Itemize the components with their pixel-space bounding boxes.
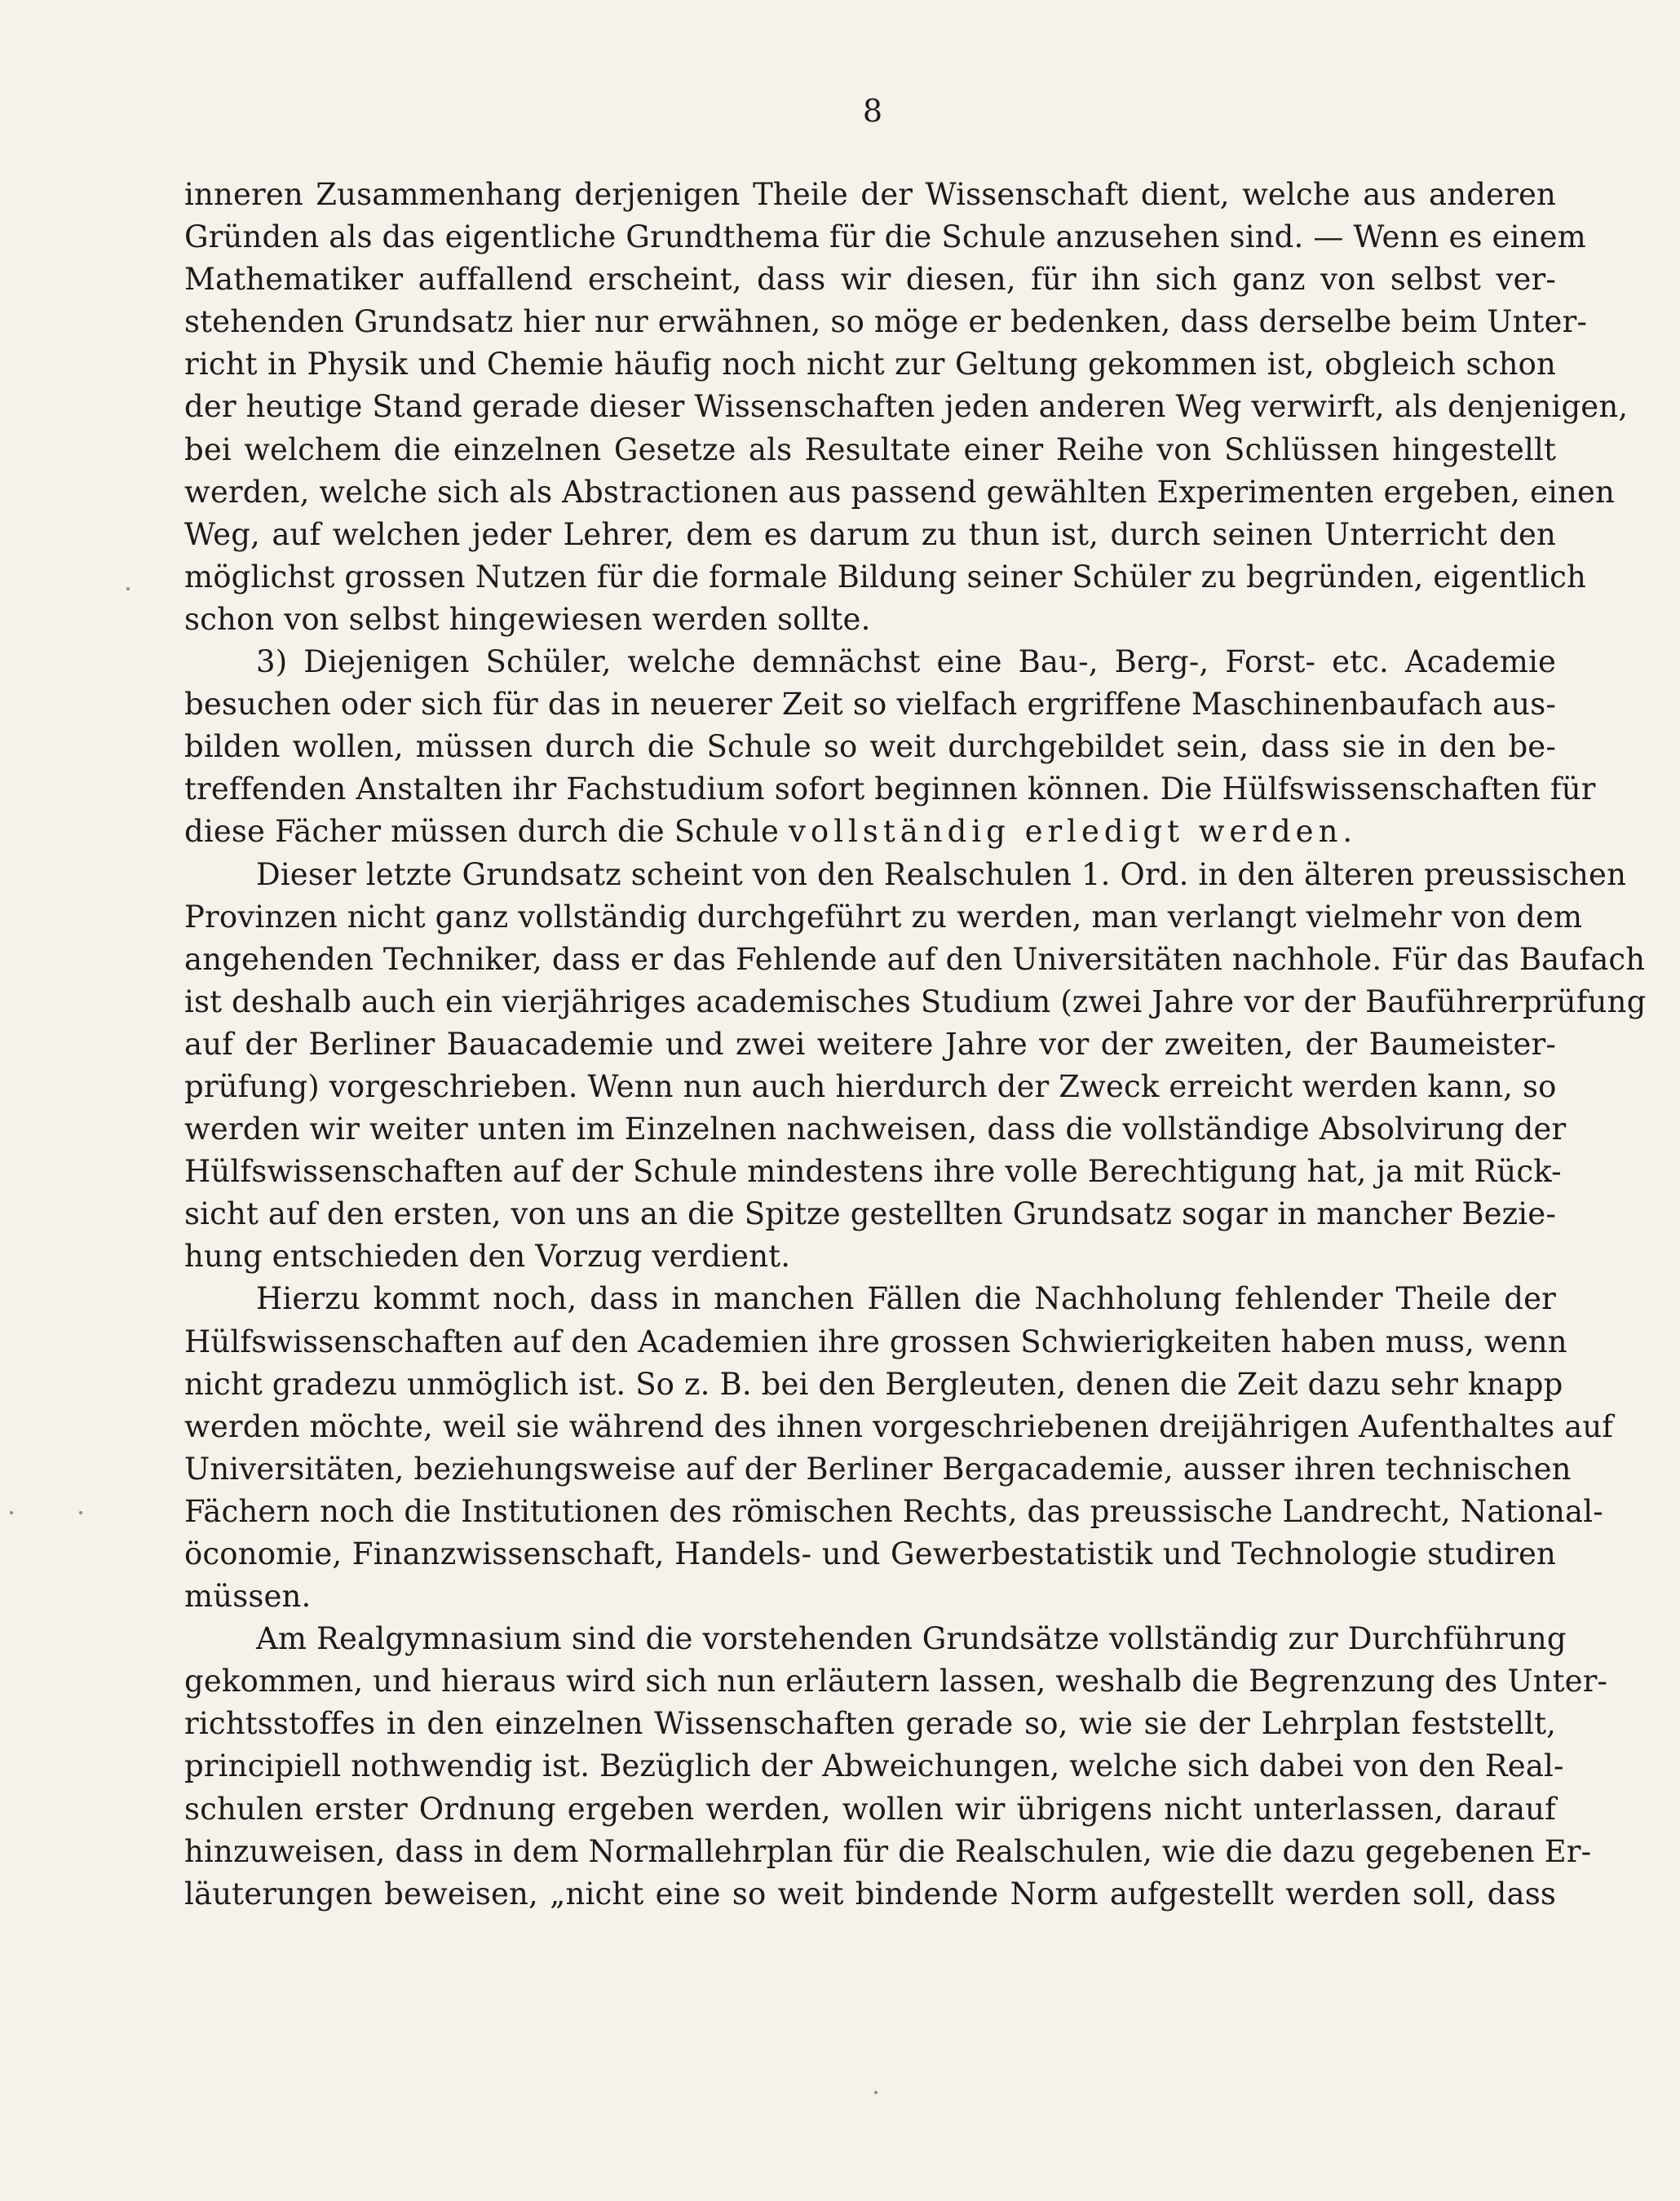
text-line: Dieser letzte Grundsatz scheint von den Realschulen 1. Ord. in den älteren preussischen [256,856,1627,892]
text-line: auf der Berliner Bauacademie und zwei weitere Jahre vor der zweiten, der Baumeister- [184,1026,1556,1062]
text-line: 3) Diejenigen Schüler, welche demnächst eine Bau-, Berg-, Forst- etc. Academie [256,644,1556,680]
text-line: schon von selbst hingewiesen werden sollte. [184,601,871,637]
text-line: müssen. [184,1579,312,1615]
text-line: Am Realgymnasium sind die vorstehenden Grundsätze vollständig zur Durchführung [256,1621,1567,1657]
paper-speck [874,2091,878,2094]
paper-speck [126,587,130,590]
text-line: richt in Physik und Chemie häufig noch nicht zur Geltung gekommen ist, obgleich schon [184,347,1556,382]
text-line: Mathematiker auffallend erscheint, dass wir diesen, für ihn sich ganz von selbst ver- [184,262,1556,298]
text-line-part: diese Fächer müssen durch die Schule [184,814,780,850]
text-line: stehenden Grundsatz hier nur erwähnen, so möge er bedenken, dass derselbe beim Unter- [184,304,1588,340]
text-line: werden wir weiter unten im Einzelnen nachweisen, dass die vollständige Absolvirung der [184,1112,1567,1147]
text-line: schulen erster Ordnung ergeben werden, wollen wir übrigens nicht unterlassen, darauf [184,1791,1556,1827]
text-line: Provinzen nicht ganz vollständig durchgeführt zu werden, man verlangt vielmehr von dem [184,899,1583,935]
text-line [184,811,1556,853]
paper-speck [79,1511,82,1514]
text-line: Hierzu kommt noch, dass in manchen Fällen die Nachholung fehlender Theile der [256,1281,1556,1317]
text-line: werden, welche sich als Abstractionen aus passend gewählten Experimenten ergeben, einen [184,474,1616,510]
text-line: möglichst grossen Nutzen für die formale Bildung seiner Schüler zu begründen, eigentlich [184,559,1586,594]
text-line: hinzuweisen, dass in dem Normallehrplan für die Realschulen, wie die dazu gegebenen Er- [184,1833,1592,1869]
text-line: Hülfswissenschaften auf den Academien ihre grossen Schwierigkeiten haben muss, wenn [184,1324,1567,1359]
text-line: prüfung) vorgeschrieben. Wenn nun auch hierdurch der Zweck erreicht werden kann, so [184,1068,1557,1104]
text-line: Universitäten, beziehungsweise auf der Berliner Bergacademie, ausser ihren technischen [184,1451,1572,1487]
text-line: angehenden Techniker, dass er das Fehlende auf den Universitäten nachhole. Für das Baufach [184,941,1646,977]
text-line: nicht gradezu unmöglich ist. So z. B. bei den Bergleuten, denen die Zeit dazu sehr knapp [184,1366,1563,1402]
text-line: hung entschieden den Vorzug verdient. [184,1239,791,1275]
emphasized-text: vollständig erledigt werden. [789,814,1358,850]
text-line: Gründen als das eigentliche Grundthema für die Schule anzusehen sind. — Wenn es einem [184,219,1586,255]
text-line: Weg, auf welchen jeder Lehrer, dem es darum zu thun ist, durch seinen Unterricht den [184,516,1556,552]
body-text [184,174,1647,1916]
paper-speck [10,1511,13,1514]
text-line: der heutige Stand gerade dieser Wissenschaften jeden anderen Weg verwirft, als denjenigen, [184,389,1629,425]
text-line: Fächern noch die Institutionen des römischen Rechts, das preussische Landrecht, National- [184,1493,1603,1529]
page-number: 8 [862,93,883,129]
text-line: öconomie, Finanzwissenschaft, Handels- und Gewerbestatistik und Technologie studiren [184,1536,1556,1571]
text-line: bilden wollen, müssen durch die Schule so weit durchgebildet sein, dass sie in den be- [184,729,1556,765]
text-line: ist deshalb auch ein vierjähriges academisches Studium (zwei Jahre vor der Bauführerprüfung [184,983,1647,1019]
text-line: principiell nothwendig ist. Bezüglich der Abweichungen, welche sich dabei von den Real- [184,1748,1564,1784]
text-line: Hülfswissenschaften auf der Schule mindestens ihre volle Berechtigung hat, ja mit Rück- [184,1154,1562,1190]
text-line: bei welchem die einzelnen Gesetze als Resultate einer Reihe von Schlüssen hingestellt [184,431,1556,467]
text-line: treffenden Anstalten ihr Fachstudium sofort beginnen können. Die Hülfswissenschaften für [184,771,1596,807]
text-line: gekommen, und hieraus wird sich nun erläutern lassen, weshalb die Begrenzung des Unter- [184,1664,1608,1699]
text-line: werden möchte, weil sie während des ihnen vorgeschriebenen dreijährigen Aufenthaltes auf [184,1408,1614,1444]
text-line: sicht auf den ersten, von uns an die Spitze gestellten Grundsatz sogar in mancher Bezie- [184,1196,1556,1232]
text-line: läuterungen beweisen, „nicht eine so weit bindende Norm aufgestellt werden soll, dass [184,1876,1556,1912]
text-line: richtsstoffes in den einzelnen Wissenschaften gerade so, wie sie der Lehrplan feststellt, [184,1706,1556,1742]
text-line: besuchen oder sich für das in neuerer Zeit so vielfach ergriffene Maschinenbaufach aus- [184,687,1556,723]
text-line: inneren Zusammenhang derjenigen Theile der Wissenschaft dient, welche aus anderen [184,177,1556,212]
